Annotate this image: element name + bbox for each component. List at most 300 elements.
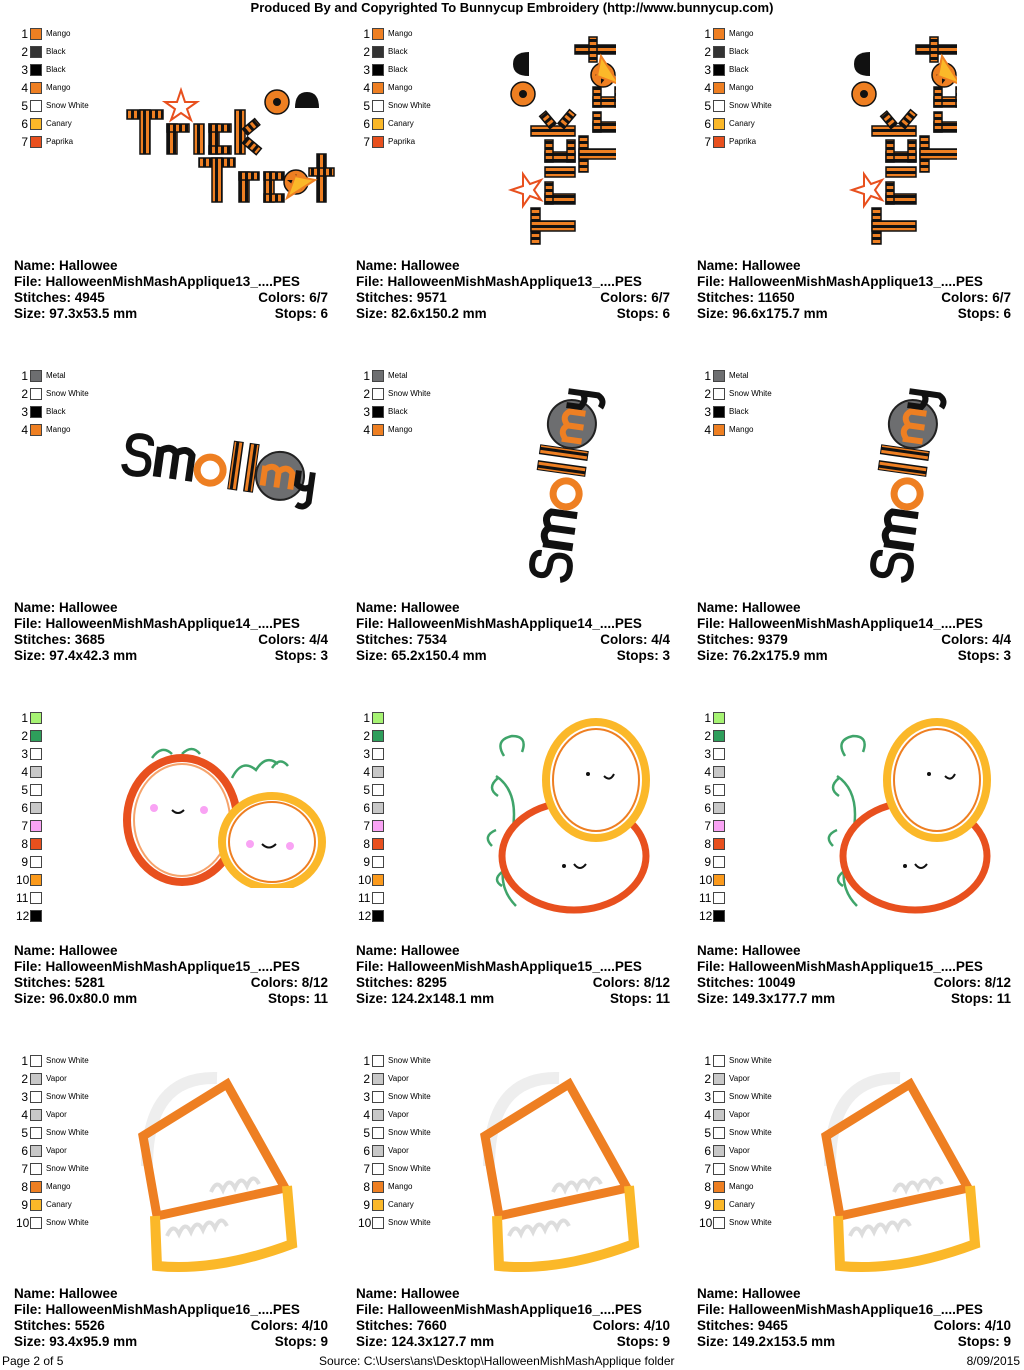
file-name: HalloweenMishMashApplique15_....PES [45,959,300,974]
color-swatch [713,118,725,130]
legend-number: 3 [704,1090,711,1104]
legend-number: 6 [704,1144,711,1158]
legend-color-name: Canary [46,1200,72,1209]
legend-color-name: Snow White [388,389,431,398]
legend-number: 7 [363,819,370,833]
color-swatch [713,370,725,382]
legend-number: 5 [21,1126,28,1140]
legend-color-name: Snow White [729,1218,772,1227]
legend-number: 8 [704,1180,711,1194]
legend-number: 11 [699,891,712,905]
stops-label: Stops: [274,648,317,663]
color-swatch [372,1181,384,1193]
legend-number: 3 [704,747,711,761]
stop-count: 11 [655,991,670,1006]
color-count: 4/10 [301,1318,328,1333]
color-count: 8/12 [643,975,670,990]
color-swatch [713,856,725,868]
legend-color-name: Snow White [729,1092,772,1101]
design-info [697,600,1011,664]
legend-number: 1 [363,711,370,725]
legend-number: 2 [363,45,370,59]
design-preview [117,1066,327,1281]
color-count: 4/10 [643,1318,670,1333]
legend-number: 2 [21,387,28,401]
color-swatch [30,730,42,742]
legend-number: 1 [21,1054,28,1068]
legend-number: 4 [363,423,370,437]
stop-count: 9 [662,1334,670,1349]
color-swatch [713,388,725,400]
legend-color-name: Vapor [388,1110,409,1119]
color-swatch [30,46,42,58]
color-swatch [713,1199,725,1211]
size-label: Size: [14,648,46,663]
color-swatch [372,874,384,886]
legend-color-name: Snow White [388,1164,431,1173]
color-swatch [713,46,725,58]
design-preview [119,80,349,215]
color-swatch [372,856,384,868]
legend-number: 3 [363,405,370,419]
stop-count: 11 [996,991,1011,1006]
color-swatch [713,136,725,148]
legend-color-name: Mango [46,29,71,38]
stitch-count: 9571 [416,290,447,305]
print-date: 8/09/2015 [966,1354,1020,1368]
stitch-count: 3685 [74,632,105,647]
stop-count: 9 [1003,1334,1011,1349]
legend-number: 4 [21,81,28,95]
legend-number: 9 [21,855,28,869]
color-swatch [372,1217,384,1229]
design-info [14,1286,328,1350]
color-count: 4/4 [992,632,1011,647]
legend-color-name: Snow White [46,389,89,398]
legend-number: 1 [21,711,28,725]
color-swatch [713,766,725,778]
legend-color-name: Mango [388,1182,413,1191]
color-swatch [372,28,384,40]
file-label: File: [356,616,384,631]
color-swatch [713,784,725,796]
legend-color-name: Mango [388,29,413,38]
color-count: 6/7 [992,290,1011,305]
stitch-count: 11650 [757,290,795,305]
legend-number: 7 [21,135,28,149]
legend-number: 6 [363,1144,370,1158]
stitch-count: 7534 [416,632,447,647]
name-label: Name: [356,258,398,273]
color-swatch [372,46,384,58]
size-label: Size: [14,306,46,321]
stitch-count: 5526 [74,1318,105,1333]
size-label: Size: [697,648,729,663]
color-swatch [30,1127,42,1139]
legend-color-name: Snow White [729,101,772,110]
color-swatch [713,874,725,886]
legend-number: 9 [363,855,370,869]
legend-color-name: Mango [46,1182,71,1191]
legend-number: 4 [363,1108,370,1122]
legend-number: 2 [363,729,370,743]
legend-number: 3 [363,63,370,77]
color-swatch [372,82,384,94]
color-swatch [30,784,42,796]
colors-label: Colors: [933,975,981,990]
stop-count: 3 [1003,648,1011,663]
color-swatch [713,1163,725,1175]
legend-color-name: Snow White [46,101,89,110]
color-swatch [30,424,42,436]
color-swatch [713,100,725,112]
legend-number: 9 [704,855,711,869]
stitches-label: Stitches: [356,1318,414,1333]
legend-color-name: Black [388,407,408,416]
color-count: 6/7 [651,290,670,305]
stitches-label: Stitches: [697,290,755,305]
legend-number: 12 [16,909,30,923]
legend-number: 5 [21,783,28,797]
color-swatch [30,1109,42,1121]
color-swatch [372,136,384,148]
stitches-label: Stitches: [697,1318,755,1333]
stop-count: 3 [320,648,328,663]
color-swatch [30,1055,42,1067]
design-name: Hallowee [401,1286,460,1301]
legend-number: 10 [358,1216,372,1230]
legend-color-name: Snow White [388,1218,431,1227]
file-name: HalloweenMishMashApplique15_....PES [387,959,642,974]
stitches-label: Stitches: [697,632,755,647]
color-swatch [372,838,384,850]
legend-number: 11 [358,891,371,905]
legend-number: 6 [704,117,711,131]
legend-number: 3 [21,747,28,761]
color-swatch [30,1199,42,1211]
legend-color-name: Mango [46,83,71,92]
design-name: Hallowee [59,258,118,273]
legend-number: 4 [21,1108,28,1122]
stop-count: 6 [1003,306,1011,321]
legend-color-name: Snow White [388,1092,431,1101]
color-swatch [713,712,725,724]
design-size: 76.2x175.9 mm [732,648,828,663]
legend-color-name: Snow White [729,1056,772,1065]
legend-color-name: Black [729,47,749,56]
legend-number: 7 [704,1162,711,1176]
color-swatch [372,802,384,814]
design-name: Hallowee [59,600,118,615]
file-name: HalloweenMishMashApplique13_....PES [45,274,300,289]
design-preview [857,370,947,595]
color-swatch [30,82,42,94]
design-size: 96.6x175.7 mm [732,306,828,321]
legend-color-name: Black [729,65,749,74]
legend-number: 6 [363,801,370,815]
color-swatch [372,370,384,382]
colors-label: Colors: [250,1318,298,1333]
legend-color-name: Snow White [388,101,431,110]
color-swatch [372,406,384,418]
colors-label: Colors: [600,632,648,647]
stitch-count: 9465 [757,1318,788,1333]
legend-number: 6 [704,801,711,815]
file-label: File: [697,274,725,289]
name-label: Name: [356,1286,398,1301]
color-swatch [372,1091,384,1103]
legend-number: 1 [21,369,28,383]
legend-number: 2 [704,729,711,743]
legend-number: 6 [363,117,370,131]
legend-number: 4 [704,1108,711,1122]
legend-number: 4 [704,423,711,437]
size-label: Size: [356,306,388,321]
design-preview [847,32,957,257]
design-preview [119,420,329,515]
legend-number: 12 [699,909,713,923]
legend-number: 4 [363,765,370,779]
color-count: 4/10 [984,1318,1011,1333]
colors-label: Colors: [933,1318,981,1333]
legend-color-name: Mango [46,425,71,434]
legend-number: 2 [21,1072,28,1086]
color-swatch [372,1199,384,1211]
stops-label: Stops: [616,306,659,321]
legend-number: 5 [363,783,370,797]
stops-label: Stops: [274,306,317,321]
legend-color-name: Canary [388,119,414,128]
legend-color-name: Vapor [729,1146,750,1155]
legend-number: 5 [363,1126,370,1140]
name-label: Name: [14,258,56,273]
color-swatch [372,784,384,796]
color-swatch [713,838,725,850]
legend-color-name: Snow White [388,1128,431,1137]
size-label: Size: [697,1334,729,1349]
legend-number: 2 [704,387,711,401]
name-label: Name: [14,1286,56,1301]
file-label: File: [356,274,384,289]
color-swatch [30,406,42,418]
legend-number: 6 [21,1144,28,1158]
legend-color-name: Paprika [46,137,74,146]
name-label: Name: [697,943,739,958]
legend-number: 9 [363,1198,370,1212]
color-swatch [372,100,384,112]
color-swatch [713,64,725,76]
legend-number: 2 [363,1072,370,1086]
stops-label: Stops: [274,1334,317,1349]
color-swatch [30,856,42,868]
stops-label: Stops: [957,306,1000,321]
legend-number: 9 [21,1198,28,1212]
color-swatch [30,892,42,904]
legend-color-name: Vapor [388,1074,409,1083]
legend-color-name: Mango [388,83,413,92]
color-swatch [713,1217,725,1229]
legend-color-name: Metal [729,371,749,380]
legend-color-name: Black [388,47,408,56]
stop-count: 6 [320,306,328,321]
file-name: HalloweenMishMashApplique16_....PES [387,1302,642,1317]
legend-color-name: Snow White [729,1128,772,1137]
design-name: Hallowee [59,1286,118,1301]
legend-color-name: Snow White [729,389,772,398]
legend-color-name: Black [46,407,66,416]
stitch-count: 4945 [74,290,105,305]
color-swatch [372,118,384,130]
name-label: Name: [356,600,398,615]
legend-number: 4 [21,423,28,437]
design-preview [122,738,332,893]
file-name: HalloweenMishMashApplique15_....PES [728,959,983,974]
legend-color-name: Mango [729,1182,754,1191]
color-swatch [713,1055,725,1067]
legend-number: 10 [358,873,372,887]
design-info [14,258,328,322]
design-name: Hallowee [742,258,801,273]
legend-color-name: Canary [729,1200,755,1209]
stops-label: Stops: [267,991,310,1006]
design-size: 149.3x177.7 mm [732,991,836,1006]
design-info [697,943,1011,1007]
legend-number: 1 [363,369,370,383]
stitches-label: Stitches: [14,290,72,305]
legend-color-name: Canary [729,119,755,128]
file-name: HalloweenMishMashApplique16_....PES [45,1302,300,1317]
color-swatch [372,424,384,436]
legend-number: 1 [21,27,28,41]
color-swatch [30,1073,42,1085]
color-swatch [713,1145,725,1157]
legend-color-name: Vapor [46,1146,67,1155]
color-swatch [372,766,384,778]
legend-color-name: Vapor [46,1110,67,1119]
design-info [356,600,670,664]
size-label: Size: [14,991,46,1006]
file-name: HalloweenMishMashApplique13_....PES [728,274,983,289]
color-swatch [30,910,42,922]
legend-number: 3 [704,63,711,77]
stops-label: Stops: [957,648,1000,663]
legend-color-name: Black [46,65,66,74]
color-swatch [372,1109,384,1121]
design-size: 97.4x42.3 mm [49,648,138,663]
stitches-label: Stitches: [356,975,414,990]
legend-number: 5 [704,783,711,797]
design-info [356,258,670,322]
color-swatch [30,64,42,76]
color-count: 8/12 [984,975,1011,990]
legend-number: 2 [21,729,28,743]
colors-label: Colors: [592,975,640,990]
color-swatch [372,388,384,400]
legend-color-name: Snow White [46,1218,89,1227]
color-swatch [30,802,42,814]
file-label: File: [356,959,384,974]
legend-number: 2 [704,45,711,59]
colors-label: Colors: [258,290,306,305]
stitches-label: Stitches: [697,975,755,990]
design-size: 82.6x150.2 mm [391,306,487,321]
legend-number: 1 [363,27,370,41]
design-info [697,1286,1011,1350]
design-name: Hallowee [742,600,801,615]
legend-number: 10 [699,1216,713,1230]
color-count: 4/4 [309,632,328,647]
page-header: Produced By and Copyrighted To Bunnycup Embroidery (http://www.bunnycup.com) [250,0,774,15]
color-swatch [372,910,384,922]
legend-color-name: Metal [388,371,408,380]
design-size: 97.3x53.5 mm [49,306,138,321]
legend-number: 4 [704,81,711,95]
color-swatch [372,892,384,904]
color-swatch [713,802,725,814]
color-swatch [30,118,42,130]
file-label: File: [697,959,725,974]
design-info [14,600,328,664]
color-swatch [713,1073,725,1085]
legend-number: 7 [21,1162,28,1176]
size-label: Size: [14,1334,46,1349]
color-swatch [30,1091,42,1103]
legend-color-name: Vapor [729,1074,750,1083]
file-name: HalloweenMishMashApplique14_....PES [728,616,983,631]
legend-number: 3 [21,1090,28,1104]
file-label: File: [356,1302,384,1317]
stop-count: 6 [662,306,670,321]
legend-color-name: Paprika [388,137,416,146]
legend-number: 4 [704,765,711,779]
colors-label: Colors: [941,290,989,305]
legend-number: 5 [21,99,28,113]
legend-color-name: Vapor [729,1110,750,1119]
color-swatch [30,766,42,778]
color-swatch [713,424,725,436]
color-count: 4/4 [651,632,670,647]
color-swatch [713,910,725,922]
legend-number: 8 [363,1180,370,1194]
colors-label: Colors: [941,632,989,647]
color-swatch [372,820,384,832]
legend-number: 8 [363,837,370,851]
color-swatch [372,1073,384,1085]
legend-number: 3 [363,1090,370,1104]
source-path: Source: C:\Users\ans\Desktop\HalloweenMishMashApplique folder [319,1354,675,1368]
color-swatch [713,1109,725,1121]
legend-number: 2 [363,387,370,401]
legend-number: 7 [704,819,711,833]
legend-number: 7 [363,1162,370,1176]
color-swatch [30,388,42,400]
size-label: Size: [356,1334,388,1349]
legend-number: 2 [704,1072,711,1086]
legend-color-name: Paprika [729,137,757,146]
color-swatch [372,712,384,724]
legend-number: 7 [704,135,711,149]
file-label: File: [14,274,42,289]
design-name: Hallowee [401,943,460,958]
legend-number: 1 [704,27,711,41]
legend-color-name: Snow White [46,1056,89,1065]
file-label: File: [14,616,42,631]
design-preview [459,1066,669,1281]
legend-number: 1 [704,711,711,725]
design-name: Hallowee [742,1286,801,1301]
name-label: Name: [697,600,739,615]
file-label: File: [14,959,42,974]
